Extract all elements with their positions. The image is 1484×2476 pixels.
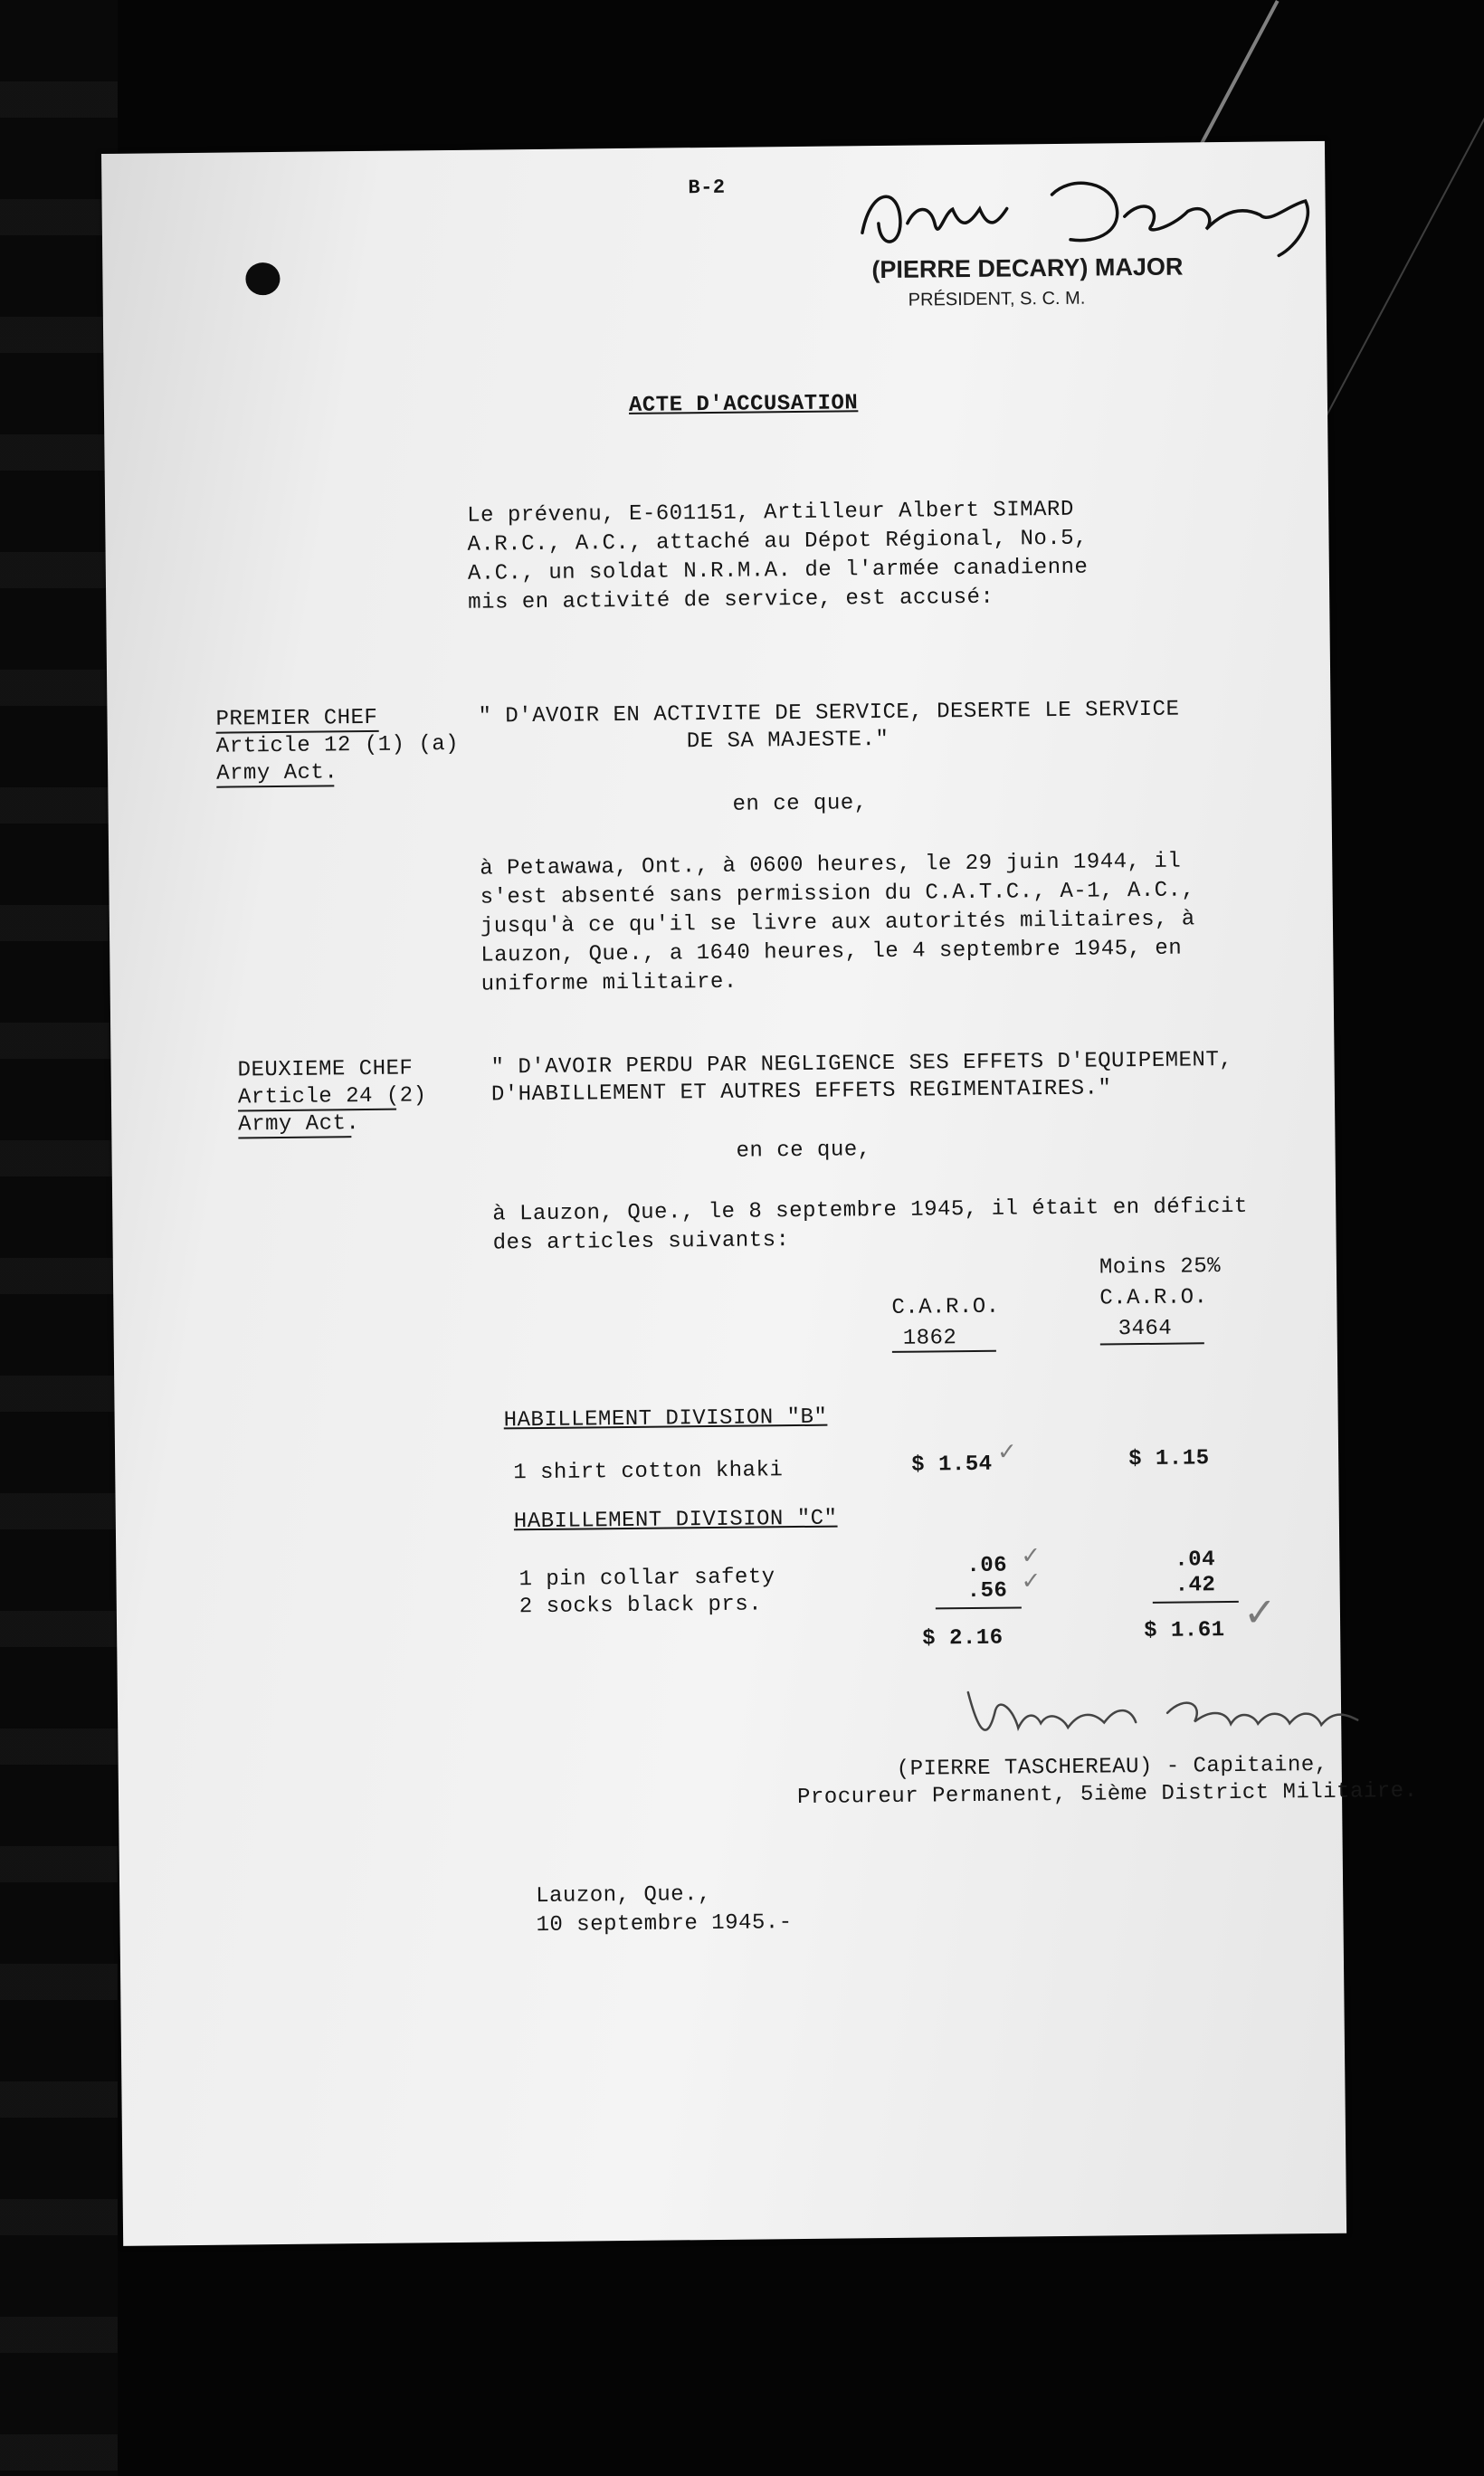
charge1-detail-3: jusqu'à ce qu'il se livre aux autorités militaires, à [480,907,1195,939]
check-icon: ✓ [996,1438,1018,1466]
col2-header-2: C.A.R.O. [1099,1285,1208,1311]
total-v1: $ 2.16 [922,1625,1004,1652]
charge1-statement-1: " D'AVOIR EN ACTIVITE DE SERVICE, DESERTE LE SERVICE [478,697,1180,729]
prosecutor-name: (PIERRE TASCHEREAU) - Capitaine, [896,1752,1328,1782]
intro-line-2: A.R.C., A.C., attaché au Dépot Régional, No.5, [467,526,1089,557]
row-v1: $ 1.54 [911,1452,993,1478]
sum-rule [1153,1601,1239,1604]
president-name: (PIERRE DECARY) MAJOR [871,252,1184,284]
charge2-heading-2: Article 24 (2) [237,1083,427,1110]
charge1-heading-2: Article 12 (1) (a) [215,731,460,759]
row-v1: .06 [966,1553,1008,1579]
row-item: 2 socks black prs. [518,1592,763,1620]
row-v2: .42 [1175,1573,1216,1598]
row-item: 1 shirt cotton khaki [513,1458,784,1486]
charge1-detail-2: s'est absenté sans permission du C.A.T.C., A-1, A.C., [480,878,1195,910]
prosecutor-signature [950,1670,1367,1756]
prosecutor-title: Procureur Permanent, 5ième District Militaire. [796,1778,1418,1811]
page-title: ACTE D'ACCUSATION [628,391,859,418]
charge1-statement-2: DE SA MAJESTE." [686,727,889,755]
check-icon: ✓ [1021,1542,1042,1570]
check-icon: ✓ [1242,1589,1278,1636]
charge2-statement-2: D'HABILLEMENT ET AUTRES EFFETS REGIMENTAIRES." [490,1076,1112,1108]
column-header-rule [1100,1342,1204,1345]
charge2-connector: en ce que, [736,1138,871,1164]
punch-hole [245,262,280,295]
total-v2: $ 1.61 [1144,1618,1225,1644]
charge2-detail-1: à Lauzon, Que., le 8 septembre 1945, il était en déficit [492,1194,1248,1227]
date-line: 10 septembre 1945.- [536,1910,793,1938]
charge2-statement-1: " D'AVOIR PERDU PAR NEGLIGENCE SES EFFETS D'EQUIPEMENT, [490,1047,1233,1081]
intro-line-1: Le prévenu, E-601151, Artilleur Albert SIMARD [467,497,1074,529]
president-title: PRÉSIDENT, S. C. M. [908,288,1086,310]
sum-rule [936,1606,1022,1609]
heading-rule [216,785,334,787]
column-header-rule [892,1350,996,1353]
charge2-detail-2: des articles suivants: [492,1228,790,1256]
row-v1: .56 [966,1578,1008,1605]
check-icon: ✓ [1021,1567,1042,1595]
col1-header-1: C.A.R.O. [891,1294,1000,1320]
row-item: 1 pin collar safety [518,1565,775,1593]
charge1-detail-4: Lauzon, Que., a 1640 heures, le 4 septembre 1945, en [480,936,1183,968]
row-v2: .04 [1175,1548,1216,1573]
section-b-heading: HABILLEMENT DIVISION "B" [503,1405,828,1433]
place-line: Lauzon, Que., [536,1882,712,1909]
charge1-heading-1: PREMIER CHEF [215,705,378,732]
charge2-heading-3: Army Act. [238,1111,360,1138]
col2-header-1: Moins 25% [1099,1254,1222,1281]
charge1-detail-1: à Petawawa, Ont., à 0600 heures, le 29 juin 1944, il [480,849,1182,881]
charge2-heading-1: DEUXIEME CHEF [237,1056,414,1083]
row-v2: $ 1.15 [1128,1446,1210,1472]
charge1-heading-3: Army Act. [216,760,338,786]
intro-line-4: mis en activité de service, est accusé: [468,585,994,615]
heading-rule [238,1136,351,1138]
section-c-heading: HABILLEMENT DIVISION "C" [513,1506,838,1535]
intro-line-3: A.C., un soldat N.R.M.A. de l'armée canadienne [467,555,1089,586]
page-code: B-2 [688,176,726,200]
charge1-detail-5: uniforme militaire. [480,969,737,997]
document-page [101,141,1418,2246]
col2-header-3: 3464 [1118,1316,1173,1342]
charge1-connector: en ce que, [732,791,868,817]
col1-header-2: 1862 [902,1326,957,1351]
film-edge [0,0,118,2476]
